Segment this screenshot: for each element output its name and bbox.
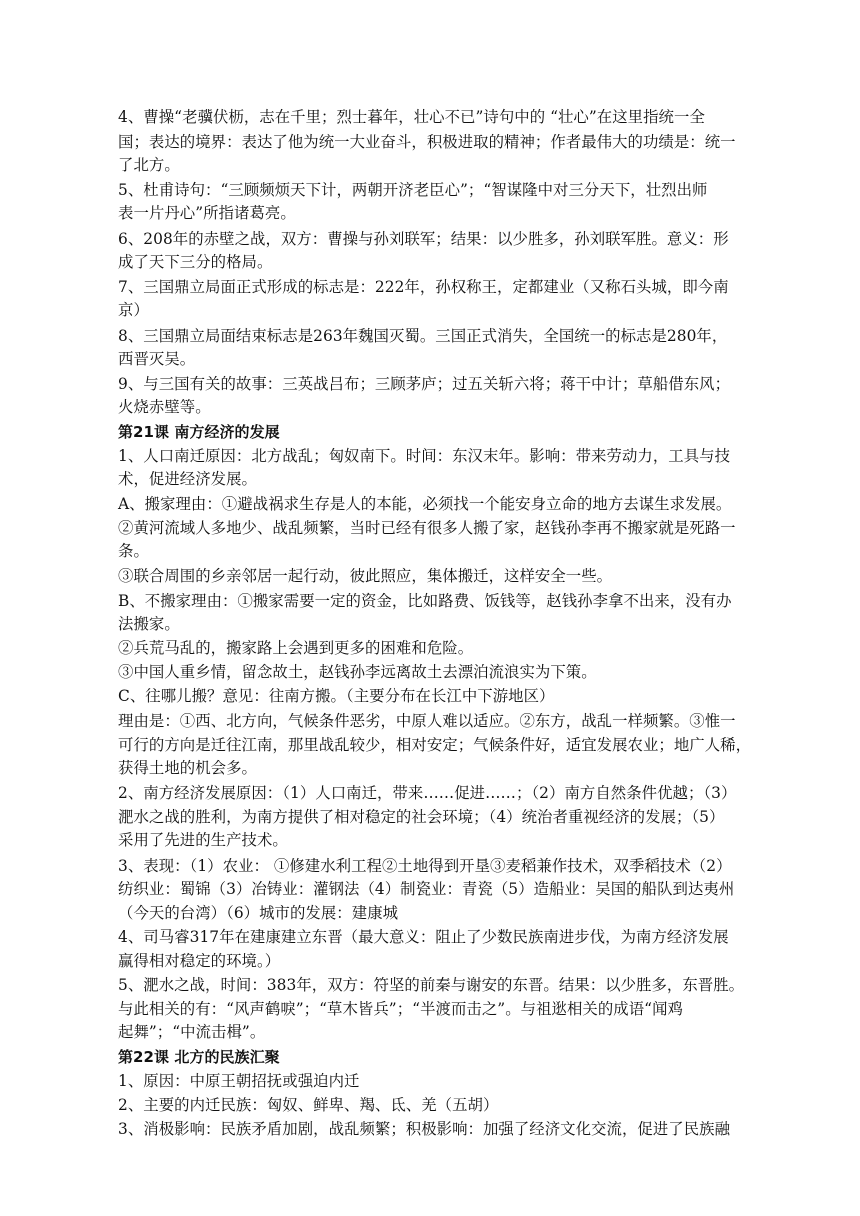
text-line: 9、与三国有关的故事：三英战吕布；三顾茅庐；过五关斩六将；蒋干中计；草船借东风； bbox=[118, 375, 731, 393]
text-line: 3、消极影响：民族矛盾加剧，战乱频繁；积极影响：加强了经济文化交流，促进了民族融 bbox=[118, 1120, 731, 1138]
text-line: ③联合周围的乡亲邻居一起行动，彼此照应，集体搬迁，这样安全一些。 bbox=[118, 567, 613, 585]
text-line: 4、司马睿317年在建康建立东晋（最大意义：阻止了少数民族南进步伐，为南方经济发展 bbox=[118, 928, 729, 946]
text-line: （今天的台湾）（6）城市的发展：建康城 bbox=[118, 904, 399, 922]
text-line: 法搬家。 bbox=[118, 615, 180, 633]
text-line: 了北方。 bbox=[118, 156, 180, 174]
text-line: 获得土地的机会多。 bbox=[118, 759, 257, 777]
text-line: 3、表现：（1）农业： ①修建水利工程②土地得到开垦③麦稻兼作技术，双季稻技术（2） bbox=[118, 857, 732, 875]
text-line: 8、三国鼎立局面结束标志是263年魏国灭蜀。三国正式消失，全国统一的标志是280年， bbox=[118, 327, 728, 345]
text-line: 纺织业：蜀锦（3）冶铸业：灌钢法（4）制瓷业：青瓷（5）造船业：吴国的船队到达夷州 bbox=[118, 880, 735, 898]
text-line: 起舞”；“中流击楫”。 bbox=[118, 1023, 266, 1041]
text-line: 成了天下三分的格局。 bbox=[118, 253, 273, 271]
text-line: 国；表达的境界：表达了他为统一大业奋斗，积极进取的精神；作者最伟大的功绩是：统一 bbox=[118, 133, 736, 151]
lesson-heading: 第21课 南方经济的发展 bbox=[118, 423, 280, 441]
text-line: 7、三国鼎立局面正式形成的标志是：222年，孙权称王，定都建业（又称石头城，即今南 bbox=[118, 278, 729, 296]
text-line: ③中国人重乡情，留念故土，赵钱孙李远离故土去漂泊流浪实为下策。 bbox=[118, 663, 597, 681]
text-line: 与此相关的有：“风声鹤唳”；“草木皆兵”；“半渡而击之”。与祖逖相关的成语“闻鸡 bbox=[118, 1000, 683, 1018]
text-line: 4、曹操“老骥伏枥，志在千里；烈士暮年，壮心不已”诗句中的 “壮心”在这里指统一全 bbox=[118, 108, 705, 126]
text-line: 术，促进经济发展。 bbox=[118, 470, 257, 488]
text-line: 京） bbox=[118, 301, 149, 319]
text-line: 淝水之战的胜利，为南方提供了相对稳定的社会环境；（4）统治者重视经济的发展；（5） bbox=[118, 808, 725, 826]
lesson-heading: 第22课 北方的民族汇聚 bbox=[118, 1048, 280, 1066]
text-line: 2、南方经济发展原因：（1）人口南迁，带来……促进……；（2）南方自然条件优越；（3） bbox=[118, 784, 737, 802]
text-line: 5、杜甫诗句：“三顾频烦天下计，两朝开济老臣心”；“智谋隆中对三分天下，壮烈出师 bbox=[118, 181, 708, 199]
text-line: 西晋灭吴。 bbox=[118, 350, 196, 368]
text-line: ②兵荒马乱的，搬家路上会遇到更多的困难和危险。 bbox=[118, 639, 474, 657]
text-line: 2、主要的内迁民族：匈奴、鲜卑、羯、氐、羌（五胡） bbox=[118, 1096, 499, 1114]
text-line: 火烧赤壁等。 bbox=[118, 398, 211, 416]
text-line: 可行的方向是迁往江南，那里战乱较少，相对安定；气候条件好，适宜发展农业；地广人稀， bbox=[118, 736, 752, 754]
text-line: B、不搬家理由：①搬家需要一定的资金，比如路费、饭钱等，赵钱孙李拿不出来，没有办 bbox=[118, 592, 732, 610]
text-line: 5、淝水之战，时间：383年，双方：符坚的前秦与谢安的东晋。结果：以少胜多，东晋胜。 bbox=[118, 976, 745, 994]
text-line: 表一片丹心”所指诸葛亮。 bbox=[118, 204, 296, 222]
text-line: 采用了先进的生产技术。 bbox=[118, 831, 288, 849]
text-line: 赢得相对稳定的环境。） bbox=[118, 952, 281, 970]
text-line: A、搬家理由：①避战祸求生存是人的本能，必须找一个能安身立命的地方去谋生求发展。 bbox=[118, 495, 732, 513]
text-line: 理由是：①西、北方向，气候条件恶劣，中原人难以适应。②东方，战乱一样频繁。③惟一 bbox=[118, 712, 736, 730]
text-line: 1、人口南迁原因：北方战乱；匈奴南下。时间：东汉末年。影响：带来劳动力，工具与技 bbox=[118, 447, 731, 465]
text-line: C、往哪儿搬？意见：往南方搬。（主要分布在长江中下游地区） bbox=[118, 687, 555, 705]
text-line: 6、208年的赤壁之战，双方：曹操与孙刘联军；结果：以少胜多，孙刘联军胜。意义：形 bbox=[118, 230, 729, 248]
text-line: 1、原因：中原王朝招抚或强迫内迁 bbox=[118, 1072, 360, 1090]
text-line: ②黄河流域人多地少、战乱频繁，当时已经有很多人搬了家，赵钱孙李再不搬家就是死路一 bbox=[118, 519, 736, 537]
text-line: 条。 bbox=[118, 542, 149, 560]
